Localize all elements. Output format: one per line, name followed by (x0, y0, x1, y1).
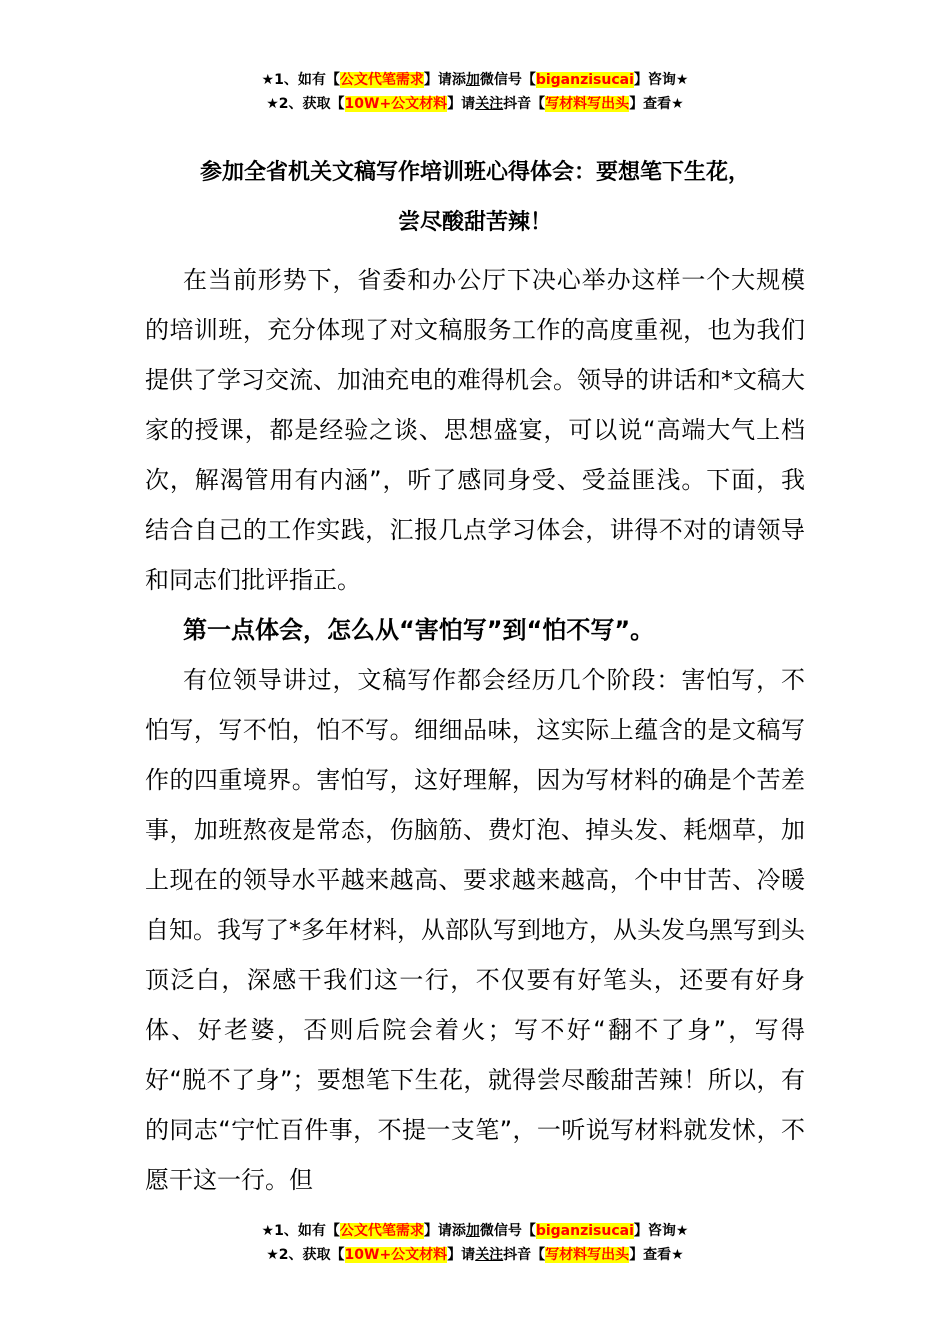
paragraph: 有位领导讲过，文稿写作都会经历几个阶段：害怕写，不怕写，写不怕，怕不写。细细品味，这实际上蕴含的是文稿写作的四重境界。害怕写，这好理解，因为写材料的确是个苦差事，加班熬夜是常态，伤脑筋、费灯泡、掉头发、耗烟草，加上现在的领导水平越来越高、要求越来越高，个中甘苦、冷暖自知。我写了*多年材料，从部队写到地方，从头发乌黑写到头顶泛白，深感干我们这一行，不仅要有好笔头，还要有好身体、好老婆，否则后院会着火；写不好“翻不了身”，写得好“脱不了身”；要想笔下生花，就得尝尽酸甜苦辣！所以，有的同志“宁忙百件事，不提一支笔”，一听说写材料就发怵，不愿干这一行。但 (145, 666, 805, 1194)
promo-underline-text: 关注 (475, 96, 504, 112)
promo-line-2 (0, 92, 950, 116)
promo-footer (0, 1219, 950, 1267)
paragraph: 在当前形势下，省委和办公厅下决心举办这样一个大规模的培训班，充分体现了对文稿服务工作的高度重视，也为我们提供了学习交流、加油充电的难得机会。领导的讲话和*文稿大家的授课，都是经验之谈、思想盛宴，可以说“高端大气上档次，解渴管用有内涵”，听了感同身受、受益匪浅。下面，我结合自己的工作实践，汇报几点学习体会，讲得不对的请领导和同志们批评指正。 (145, 266, 805, 594)
document-title (130, 148, 820, 248)
promo-text: 抖音【 (503, 96, 546, 112)
promo-text: 】查看★ (629, 96, 684, 112)
promo-text: ★2、获取【 (266, 96, 345, 112)
promo-text: ★2、获取【 (266, 1247, 345, 1263)
promo-text: 】咨询★ (633, 1223, 689, 1239)
promo-highlight: biganzisucai (535, 72, 634, 88)
promo-line-1 (0, 68, 950, 92)
promo-text: 】请 (447, 1247, 476, 1263)
promo-underline-text: 加 (465, 72, 480, 88)
promo-highlight: 10W+公文材料 (344, 96, 448, 112)
section-heading: 第一点体会，怎么从“害怕写”到“怕不写”。 (183, 616, 655, 644)
promo-text: ★1、如有【 (261, 1223, 340, 1239)
promo-underline-text: 加 (465, 1223, 480, 1239)
promo-text: 】咨询★ (633, 72, 689, 88)
promo-text: 】请 (447, 96, 476, 112)
promo-text: 抖音【 (503, 1247, 546, 1263)
promo-highlight: 公文代笔需求 (339, 1223, 424, 1239)
promo-highlight: 公文代笔需求 (339, 72, 424, 88)
document-body (145, 255, 805, 1205)
promo-text: 】请添 (423, 72, 466, 88)
title-line-2: 尝尽酸甜苦辣！ (397, 210, 552, 235)
title-line-1: 参加全省机关文稿写作培训班心得体会：要想笔下生花， (199, 160, 750, 185)
promo-text: 】请添 (423, 1223, 466, 1239)
promo-underline-text: 关注 (475, 1247, 504, 1263)
promo-highlight: 写材料写出头 (545, 1247, 630, 1263)
promo-text: 】查看★ (629, 1247, 684, 1263)
promo-text: 微信号【 (479, 72, 536, 88)
promo-highlight: 10W+公文材料 (344, 1247, 448, 1263)
promo-highlight: 写材料写出头 (545, 96, 630, 112)
promo-highlight: biganzisucai (535, 1223, 634, 1239)
promo-text: ★1、如有【 (261, 72, 340, 88)
promo-text: 微信号【 (479, 1223, 536, 1239)
promo-line-1 (0, 1219, 950, 1243)
promo-line-2 (0, 1243, 950, 1267)
promo-header (0, 68, 950, 116)
